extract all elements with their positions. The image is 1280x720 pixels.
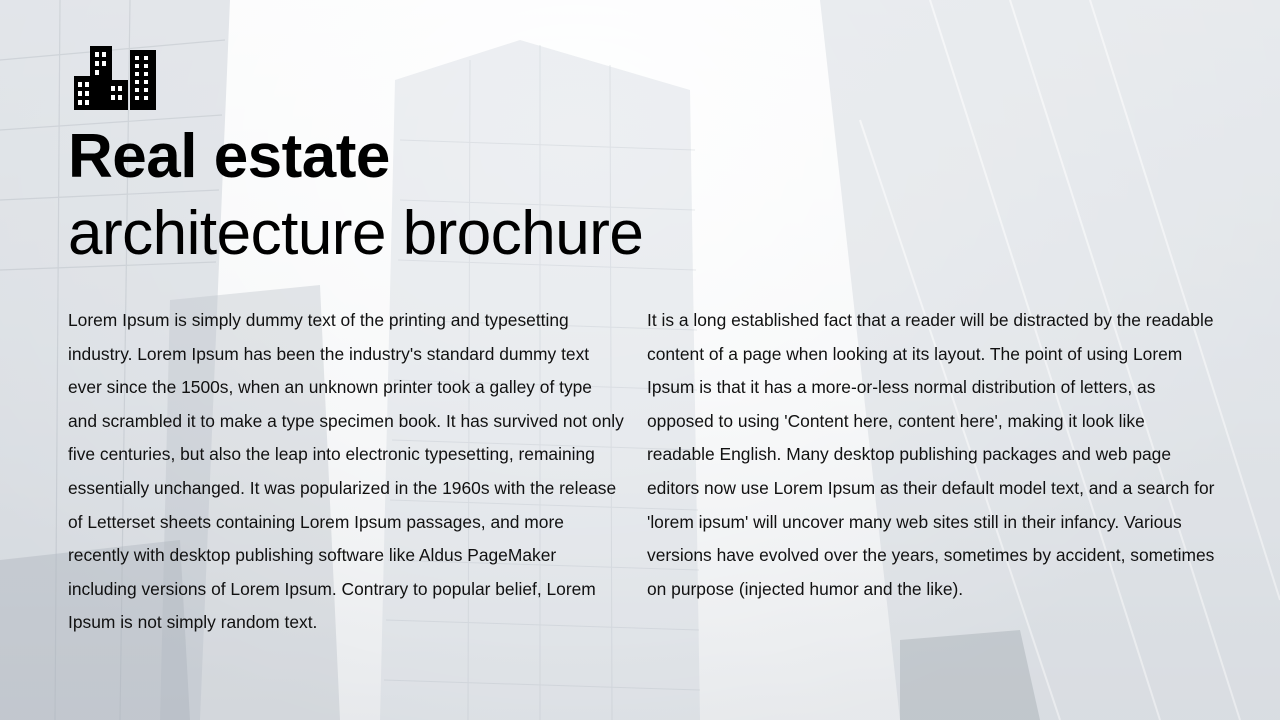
page-subtitle: architecture brochure (68, 199, 644, 268)
page-title: Real estate (68, 122, 390, 191)
body-paragraph-left: Lorem Ipsum is simply dummy text of the printing and typesetting industry. Lorem Ipsum has been the industry's standard dummy text ever since the 1500s, when an unknown printer took a galley of type and scrambled it to make a type specimen book. It has survived not only five centuries, but also the leap into electronic typesetting, remaining essentially unchanged. It was popularized in the 1960s with the release of Letterset sheets containing Lorem Ipsum passages, and more recently with desktop publishing software like Aldus PageMaker including versions of Lorem Ipsum. Contrary to popular belief, Lorem Ipsum is not simply random text. (68, 310, 624, 633)
city-buildings-icon (74, 46, 156, 110)
body-paragraph-right: It is a long established fact that a reader will be distracted by the readable content of a page when looking at its layout. The point of using Lorem Ipsum is that it has a more-or-less normal distribution of letters, as opposed to using 'Content here, content here', making it look like readable English. Many desktop publishing packages and web page editors now use Lorem Ipsum as their default model text, and a search for 'lorem ipsum' will uncover many web sites still in their infancy. Various versions have evolved over the years, sometimes by accident, sometimes on purpose (injected humor and the like). (647, 310, 1215, 599)
